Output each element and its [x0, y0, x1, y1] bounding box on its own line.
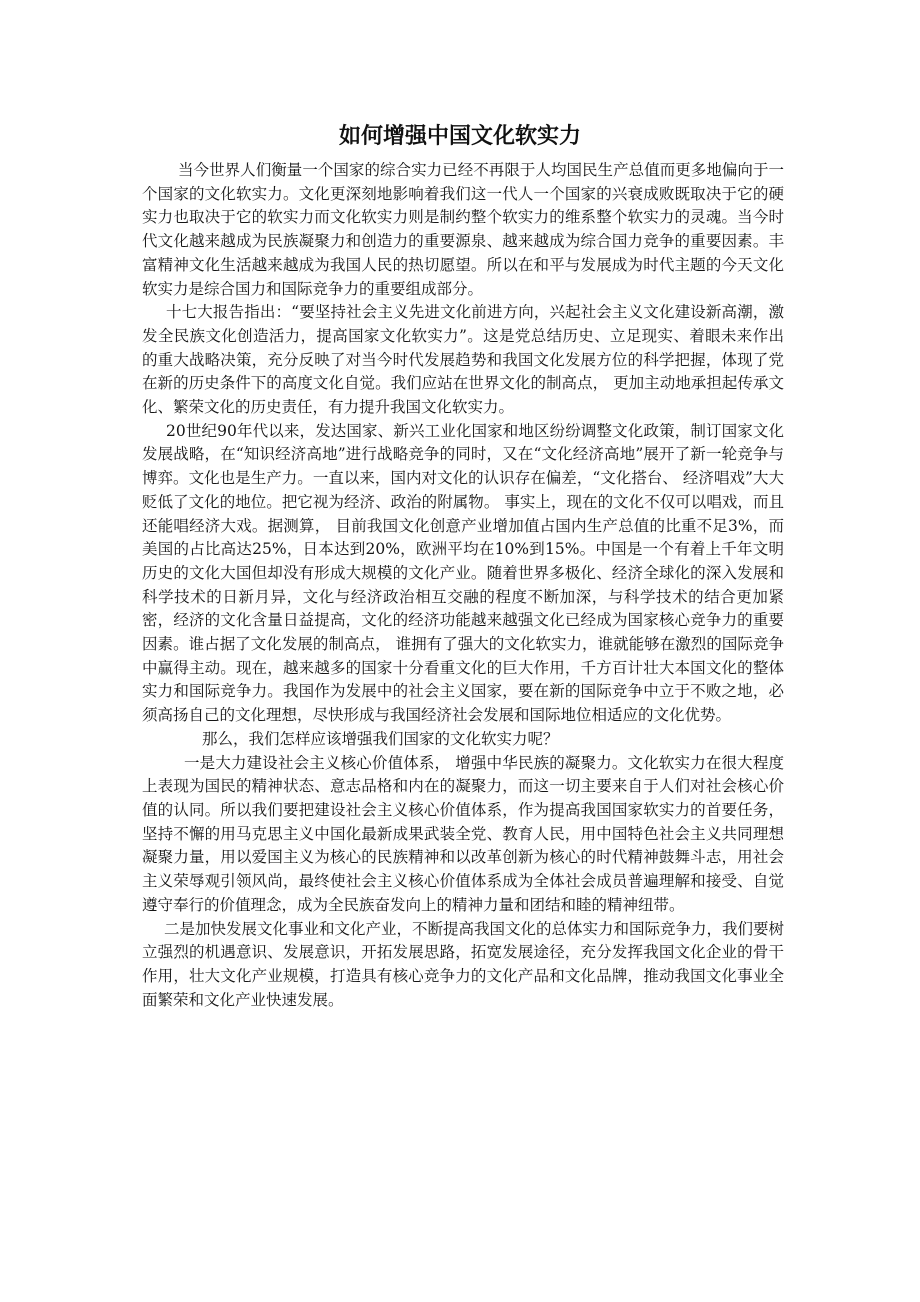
paragraph-point-two: 二是加快发展文化事业和文化产业，不断提高我国文化的总体实力和国际竞争力，我们要树立强烈的机遇意识、发展意识，开拓发展思路，拓宽发展途径，充分发挥我国文化企业的骨干作用，壮大文化产业规模，打造具有核心竞争力的文化产品和文化品牌，推动我国文化事业全面繁荣和文化产业快速发展。 — [142, 919, 785, 1009]
paragraph-seventeenth-congress: 十七大报告指出：“要坚持社会主义先进文化前进方向，兴起社会主义文化建设新高潮，激发全民族文化创造活力，提高国家文化软实力”。这是党总结历史、立足现实、着眼未来作出的重大战略决策，充分反映了对当今时代发展趋势和我国文化发展方位的科学把握，体现了党在新的历史条件下的高度文化自觉。我们应站在世界文化的制高点， 更加主动地承担起传承文化、繁荣文化的历史责任，有力提升我国文化软实力。 — [142, 303, 784, 417]
document-title: 如何增强中国文化软实力 — [338, 123, 581, 149]
paragraph-cultural-competition: 20世纪90年代以来，发达国家、新兴工业化国家和地区纷纷调整文化政策，制订国家文化发展战略，在“知识经济高地”进行战略竞争的同时，又在“文化经济高地”展开了新一轮竞争与博弈。文化也是生产力。一直以来，国内对文化的认识存在偏差，“文化搭台、 经济唱戏”大大贬低了文化的地位。把它视为经济、政治的附属物。 事实上，现在的文化不仅可以唱戏，而且还能唱经济大戏。据测算， 目前我国文化创意产业增加值占国内生产总值的比重不足3%，而美国的占比高达25%，日本达到20%，欧洲平均在10%到15%。中国是一个有着上千年文明历史的文化大国但却没有形成大规模的文化产业。随着世界多极化、经济全球化的深入发展和科学技术的日新月异，文化与经济政治相互交融的程度不断加深，与科学技术的结合更加紧密，经济的文化含量日益提高，文化的经济功能越来越强文化已经成为国家核心竞争力的重要因素。谁占据了文化发展的制高点， 谁拥有了强大的文化软实力，谁就能够在激烈的国际竞争中赢得主动。现在，越来越多的国家十分看重文化的巨大作用，千方百计壮大本国文化的整体实力和国际竞争力。我国作为发展中的社会主义国家，要在新的国际竞争中立于不败之地，必须高扬自己的文化理想，尽快形成与我国经济社会发展和国际地位相适应的文化优势。 — [142, 421, 784, 725]
paragraph-intro: 当今世界人们衡量一个国家的综合实力已经不再限于人均国民生产总值而更多地偏向于一个国家的文化软实力。文化更深刻地影响着我们这一代人一个国家的兴衰成败既取决于它的硬实力也取决于它的软实力而文化软实力则是制约整个软实力的维系整个软实力的灵魂。当今时代文化越来越成为民族凝聚力和创造力的重要源泉、越来越成为综合国力竞争的重要因素。丰富精神文化生活越来越成为我国人民的热切愿望。所以在和平与发展成为时代主题的今天文化软实力是综合国力和国际竞争力的重要组成部分。 — [142, 161, 784, 298]
paragraph-point-one: 一是大力建设社会主义核心价值体系， 增强中华民族的凝聚力。文化软实力在很大程度上表现为国民的精神状态、意志品格和内在的凝聚力，而这一切主要来自于人们对社会核心价值的认同。所以我们要把建设社会主义核心价值体系，作为提高我国国家软实力的首要任务，坚持不懈的用马克思主义中国化最新成果武装全党、教育人民，用中国特色社会主义共同理想凝聚力量，用以爱国主义为核心的民族精神和以改革创新为核心的时代精神鼓舞斗志，用社会主义荣辱观引领风尚，最终使社会主义核心价值体系成为全体社会成员普遍理解和接受、自觉遵守奉行的价值理念，成为全民族奋发向上的精神力量和团结和睦的精神纽带。 — [142, 753, 784, 914]
paragraph-question: 那么，我们怎样应该增强我们国家的文化软实力呢？ — [202, 729, 559, 748]
document-body — [142, 159, 784, 1012]
